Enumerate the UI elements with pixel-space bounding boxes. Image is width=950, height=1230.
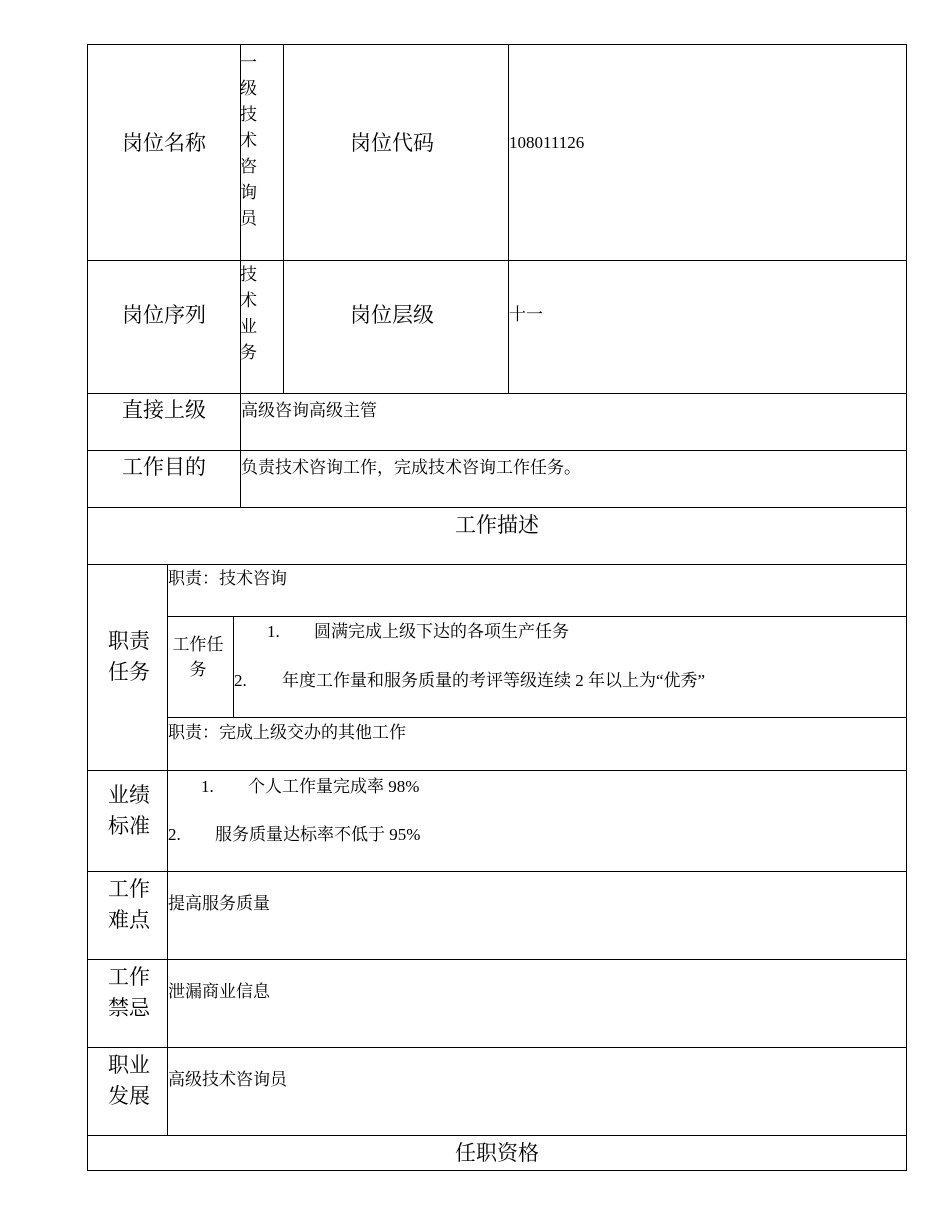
- cell-difficulty-value: [167, 871, 907, 960]
- task-label: 工作任务: [172, 635, 224, 679]
- duty2-title: 职责：完成上级交办的其他工作: [168, 723, 406, 742]
- task-1-num: 1.: [267, 622, 280, 641]
- perf-1-text: 个人工作量完成率 98%: [248, 777, 420, 796]
- perf-2-num: 2.: [168, 825, 181, 844]
- task-1-text: 圆满完成上级下达的各项生产任务: [314, 622, 569, 641]
- description-section-title: 工作描述: [455, 513, 539, 537]
- cell-taboo-value: [167, 959, 907, 1048]
- duty1-title: 职责：技术咨询: [168, 569, 287, 588]
- post-name-value: 一级技术咨询员: [240, 53, 257, 228]
- post-seq-value: 技术业务: [240, 265, 257, 362]
- post-code-label: 岗位代码: [350, 131, 434, 155]
- taboo-label: 工作禁忌: [108, 965, 150, 1020]
- taboo-value: 泄漏商业信息: [168, 982, 270, 1001]
- cell-post-code-value: [508, 44, 907, 261]
- task-2-num: 2.: [234, 671, 247, 690]
- qualification-section-title: 任职资格: [455, 1141, 539, 1165]
- task-2-text: 年度工作量和服务质量的考评等级连续 2 年以上为“优秀”: [282, 671, 706, 690]
- post-level-value: 十一: [509, 305, 543, 324]
- purpose-value: 负责技术咨询工作，完成技术咨询工作任务。: [241, 458, 581, 477]
- cell-career-value: [167, 1047, 907, 1136]
- post-code-value: 108011126: [509, 133, 585, 152]
- difficulty-label: 工作难点: [108, 877, 150, 932]
- post-level-label: 岗位层级: [350, 303, 434, 327]
- perf-2-text: 服务质量达标率不低于 95%: [215, 825, 421, 844]
- cell-post-level-label: [283, 260, 509, 394]
- supervisor-value: 高级咨询高级主管: [241, 401, 377, 420]
- purpose-label: 工作目的: [122, 455, 206, 479]
- post-seq-label: 岗位序列: [122, 303, 206, 327]
- career-value: 高级技术咨询员: [168, 1070, 287, 1089]
- career-label: 职业发展: [108, 1053, 150, 1108]
- difficulty-value: 提高服务质量: [168, 894, 270, 913]
- post-name-label: 岗位名称: [122, 131, 206, 155]
- supervisor-label: 直接上级: [122, 398, 206, 422]
- duties-label: 职责任务: [108, 629, 150, 684]
- cell-post-seq-label: [87, 260, 241, 394]
- cell-post-level-value: [508, 260, 907, 394]
- perf-1-num: 1.: [201, 777, 214, 796]
- perf-label: 业绩标准: [108, 783, 150, 838]
